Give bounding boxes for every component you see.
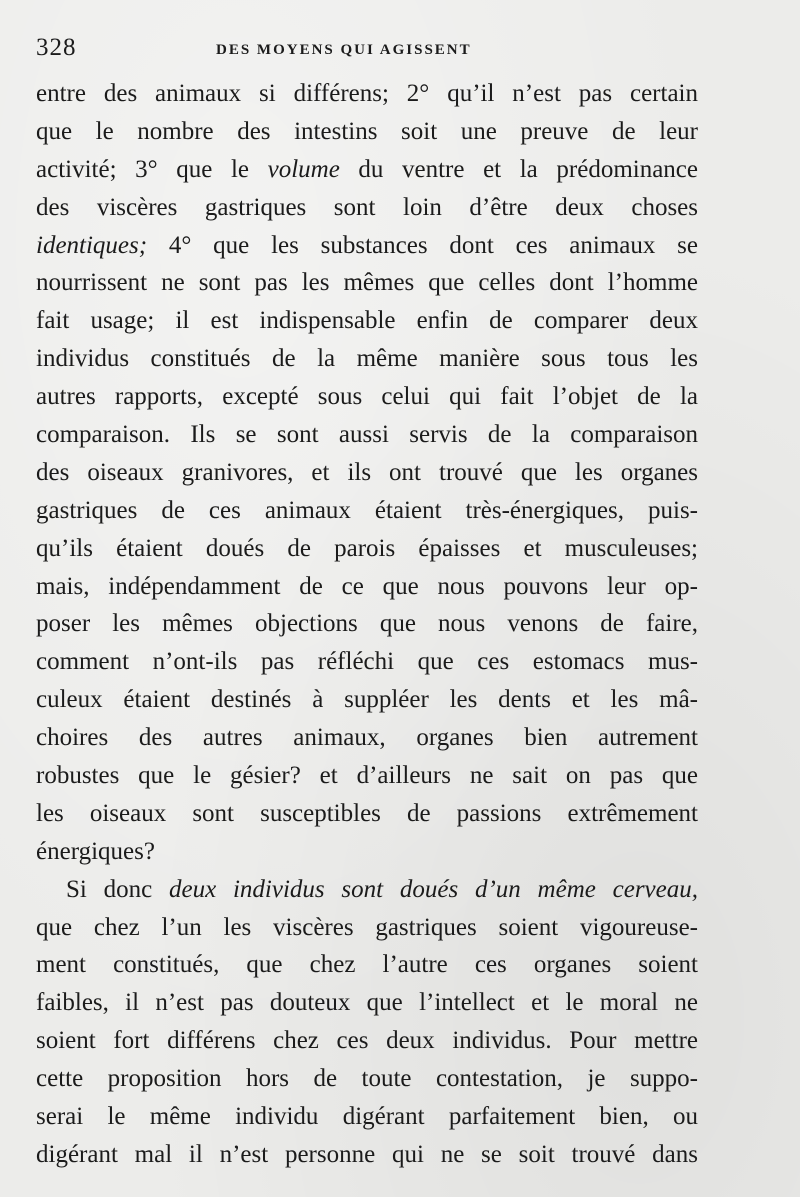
text-line: les oiseaux sont susceptibles de passions extrêmement [36,799,698,827]
text-line: individus constitués de la même manière sous tous les [36,345,698,373]
text-line: cette proposition hors de toute contestation, je suppo- [36,1065,698,1093]
text-line [36,151,698,189]
text-line: fait usage; il est indispensable enfin de comparer deux [36,307,698,335]
text-segment: du ventre et la prédominance [339,155,698,183]
text-segment: 4° que les substances dont ces animaux se [147,231,698,259]
text-line: des oiseaux granivores, et ils ont trouvé que les organes [36,458,698,486]
text-line: mais, indépendamment de ce que nous pouvons leur op- [36,572,698,600]
italic-text: identiques; [36,231,148,259]
text-line: comparaison. Ils se sont aussi servis de la comparaison [36,421,698,449]
text-line: culeux étaient destinés à suppléer les dents et les mâ- [36,686,698,714]
text-line: soient fort différens chez ces deux individus. Pour mettre [36,1027,698,1055]
body-text [36,75,698,1174]
text-line: qu’ils étaient doués de parois épaisses et musculeuses; [36,534,698,562]
text-line: digérant mal il n’est personne qui ne se soit trouvé dans [36,1140,698,1168]
text-line: des viscères gastriques sont loin d’être deux choses [36,193,698,221]
text-line: faibles, il n’est pas douteux que l’intellect et le moral ne [36,989,698,1017]
text-line: que chez l’un les viscères gastriques soient vigoureuse- [36,913,698,941]
text-line: ment constitués, que chez l’autre ces organes soient [36,951,698,979]
text-line: robustes que le gésier? et d’ailleurs ne sait on pas que [36,762,698,790]
text-line: que le nombre des intestins soit une preuve de leur [36,117,698,145]
page-header [36,30,696,70]
text-line: comment n’ont-ils pas réfléchi que ces estomacs mus- [36,648,698,676]
italic-text: deux individus sont doués d’un même cerveau, [169,875,698,903]
text-line: entre des animaux si différens; 2° qu’il n’est pas certain [36,80,698,107]
text-line [36,227,698,265]
text-line: choires des autres animaux, organes bien autrement [36,724,698,752]
text-line: nourrissent ne sont pas les mêmes que celles dont l’homme [36,269,698,297]
text-segment: Si donc [66,875,169,903]
text-line: autres rapports, excepté sous celui qui fait l’objet de la [36,383,698,411]
text-line: poser les mêmes objections que nous venons de faire, [36,610,698,638]
italic-text: volume [267,155,340,183]
paragraph-end-line: énergiques? [36,837,155,865]
paragraph-start-line [36,871,698,909]
text-segment: activité; 3° que le [36,155,268,183]
page-number: 328 [36,34,77,61]
text-line: gastriques de ces animaux étaient très-énergiques, puis- [36,496,698,524]
running-title: DES MOYENS QUI AGISSENT [216,42,472,58]
text-line: serai le même individu digérant parfaitement bien, ou [36,1103,698,1131]
